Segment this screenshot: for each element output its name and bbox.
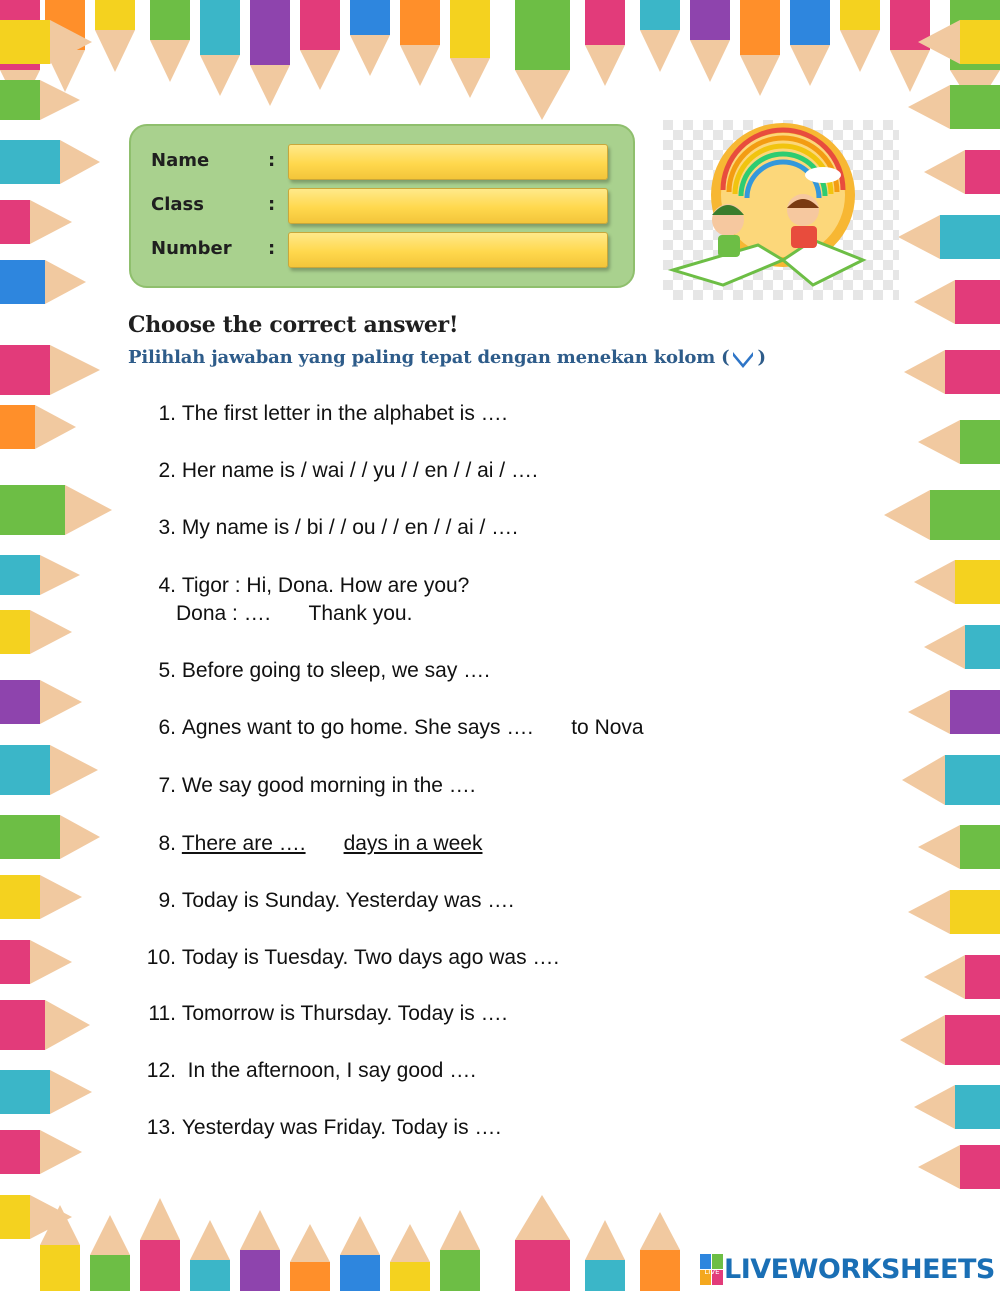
subtitle-text: Pilihlah jawaban yang paling tepat dengan menekan kolom (	[128, 347, 730, 368]
question-text	[182, 714, 644, 742]
question-number: 9.	[158, 889, 176, 912]
number-colon: :	[268, 238, 276, 259]
question-3	[140, 514, 518, 542]
question-number: 1.	[158, 402, 176, 425]
number-input[interactable]	[288, 232, 608, 268]
question-7	[140, 772, 476, 800]
top-pencils	[0, 0, 1000, 120]
question-number: 6.	[158, 716, 176, 739]
question-6	[140, 714, 644, 742]
question-number: 13.	[146, 1116, 176, 1139]
name-colon: :	[268, 150, 276, 171]
kids-reading-illustration	[663, 120, 899, 300]
liveworksheets-brand[interactable]: LIVEWORKSHEETS	[724, 1254, 995, 1285]
question-text: Her name is / wai / / yu / / en / / ai / ….	[181, 459, 538, 482]
question-number: 2.	[158, 459, 176, 482]
liveworksheets-logo-icon	[700, 1254, 724, 1286]
question-text: Yesterday was Friday. Today is ….	[181, 1116, 502, 1139]
question-text: Today is Sunday. Yesterday was ….	[181, 889, 515, 912]
question-13	[140, 1114, 501, 1142]
check-mark-icon	[731, 346, 755, 370]
question-text: In the afternoon, I say good ….	[181, 1059, 477, 1082]
question-number: 8.	[158, 832, 176, 855]
question-number: 10.	[146, 946, 176, 969]
question-9	[140, 887, 514, 915]
question-10	[140, 944, 559, 972]
question-11	[140, 1000, 507, 1028]
name-label: Name	[151, 150, 210, 171]
question-text-part-b: days in a week	[343, 832, 483, 855]
question-text-part-a: There are ….	[181, 832, 306, 855]
class-colon: :	[268, 194, 276, 215]
instructions-subtitle	[128, 346, 766, 370]
question-1	[140, 400, 508, 428]
question-text: Before going to sleep, we say ….	[181, 659, 491, 682]
class-input[interactable]	[288, 188, 608, 224]
question-4-line2	[176, 600, 469, 628]
question-2	[140, 457, 538, 485]
class-row	[131, 186, 633, 226]
question-12	[140, 1057, 476, 1085]
question-text: My name is / bi / / ou / / en / / ai / ….	[181, 516, 518, 539]
name-input[interactable]	[288, 144, 608, 180]
instructions-title: Choose the correct answer!	[128, 312, 459, 338]
thank-you-text: Thank you.	[308, 602, 413, 625]
question-text-part-b: to Nova	[571, 716, 644, 739]
question-number: 12.	[146, 1059, 176, 1082]
question-text	[182, 830, 483, 858]
question-number: 5.	[158, 659, 176, 682]
left-pencils	[0, 20, 112, 1239]
bottom-pencils	[40, 1195, 680, 1291]
right-pencils	[884, 20, 1000, 1189]
question-text: The first letter in the alphabet is ….	[181, 402, 508, 425]
question-number: 3.	[158, 516, 176, 539]
question-4	[140, 572, 469, 628]
question-text: We say good morning in the ….	[181, 774, 476, 797]
logo-letters: LIVE	[704, 1268, 720, 1276]
number-row	[131, 230, 633, 270]
student-info-form	[129, 124, 635, 288]
question-text: Tigor : Hi, Dona. How are you?	[181, 574, 470, 597]
question-number: 4.	[158, 574, 176, 597]
number-label: Number	[151, 238, 232, 259]
class-label: Class	[151, 194, 204, 215]
question-text: Today is Tuesday. Two days ago was ….	[181, 946, 560, 969]
question-text-part-a: Agnes want to go home. She says ….	[181, 716, 534, 739]
question-text: Tomorrow is Thursday. Today is ….	[181, 1002, 508, 1025]
dona-reply: Dona : ….	[176, 602, 271, 625]
question-8	[140, 830, 482, 858]
question-number: 11.	[148, 1002, 176, 1025]
question-number: 7.	[158, 774, 176, 797]
name-row	[131, 142, 633, 182]
question-5	[140, 657, 490, 685]
subtitle-close: )	[757, 347, 766, 368]
